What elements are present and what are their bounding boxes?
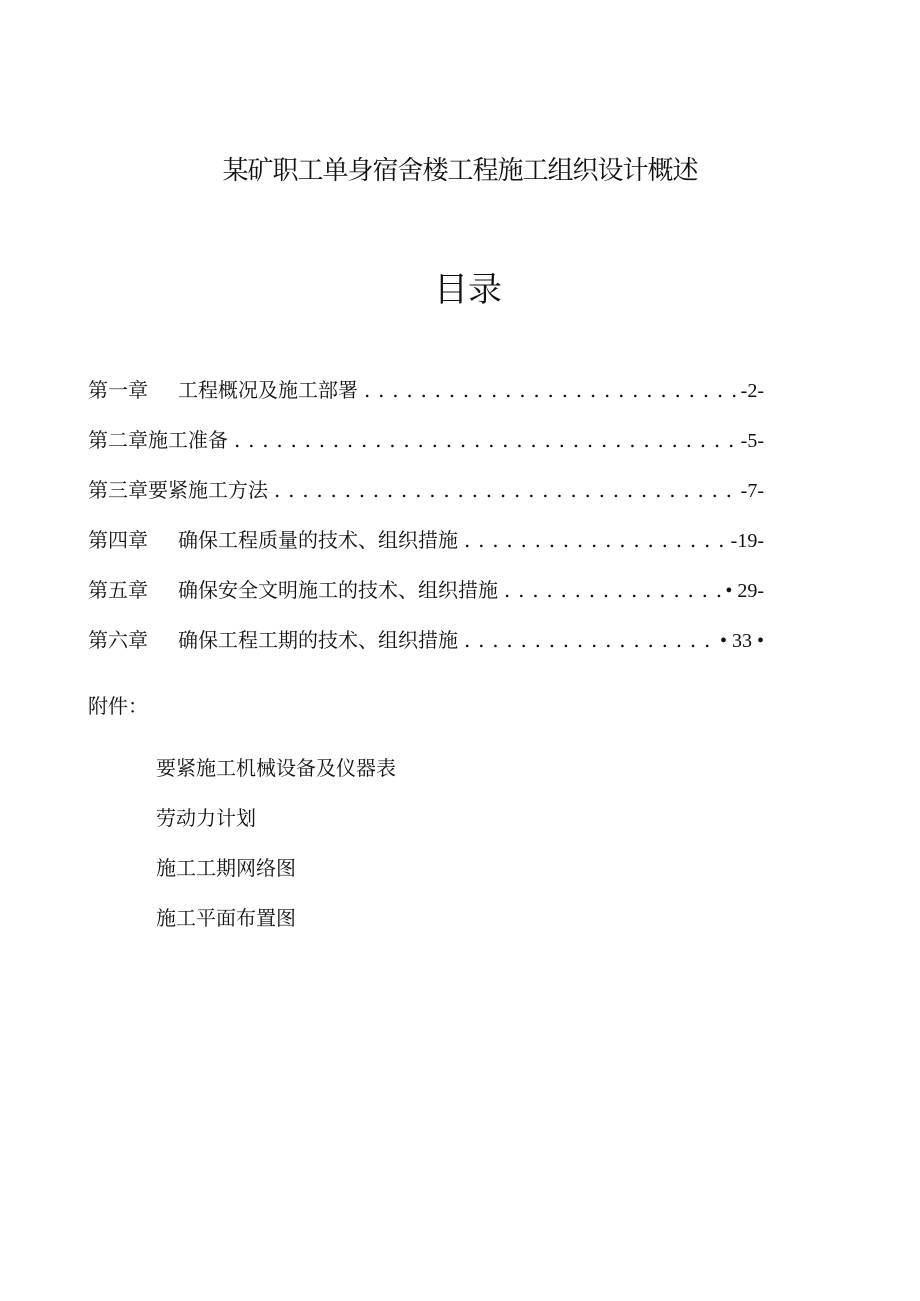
toc-entry-chapter-3[interactable] [88, 472, 764, 522]
toc-chapter-number: 第三章 [88, 478, 148, 502]
toc-page-number: • 33 • [719, 630, 764, 652]
toc-dot-leader [458, 522, 729, 558]
toc-entry-chapter-1[interactable] [88, 372, 764, 422]
document-title: 某矿职工单身宿舍楼工程施工组织设计概述 [222, 156, 698, 186]
annex-item-site-layout: 施工平面布置图 [156, 906, 296, 930]
toc-chapter-number: 第一章 [88, 378, 148, 402]
toc-page-number: -7- [740, 480, 764, 502]
table-of-contents [88, 372, 764, 672]
toc-chapter-number: 第六章 [88, 628, 148, 652]
toc-entry-chapter-5[interactable] [88, 572, 764, 622]
toc-entry-chapter-2[interactable] [88, 422, 764, 472]
toc-chapter-title: 施工准备 [148, 428, 228, 452]
toc-page-number: -5- [740, 430, 764, 452]
toc-dot-leader [498, 572, 723, 608]
annex-item-labor-plan: 劳动力计划 [156, 806, 256, 830]
annex-list [156, 750, 396, 950]
toc-entry-chapter-4[interactable] [88, 522, 764, 572]
toc-page-number: • 29- [725, 580, 764, 602]
toc-page-number: -2- [740, 380, 764, 402]
toc-dot-leader [228, 422, 739, 458]
toc-heading: 目录 [434, 270, 502, 310]
toc-entry-chapter-6[interactable] [88, 622, 764, 672]
toc-chapter-number: 第二章 [88, 428, 148, 452]
annex-item-equipment: 要紧施工机械设备及仪器表 [156, 756, 396, 780]
annex-label: 附件： [88, 694, 148, 718]
toc-chapter-title: 确保工程工期的技术、组织措施 [178, 628, 458, 652]
toc-chapter-title: 确保安全文明施工的技术、组织措施 [178, 578, 498, 602]
toc-chapter-title: 工程概况及施工部署 [178, 378, 358, 402]
toc-dot-leader [458, 622, 718, 658]
toc-chapter-title: 确保工程质量的技术、组织措施 [178, 528, 458, 552]
toc-dot-leader [268, 472, 739, 508]
annex-item-network-schedule: 施工工期网络图 [156, 856, 296, 880]
toc-chapter-title: 要紧施工方法 [148, 478, 268, 502]
toc-chapter-number: 第四章 [88, 528, 148, 552]
toc-chapter-number: 第五章 [88, 578, 148, 602]
toc-dot-leader [358, 372, 739, 408]
toc-page-number: -19- [730, 530, 764, 552]
